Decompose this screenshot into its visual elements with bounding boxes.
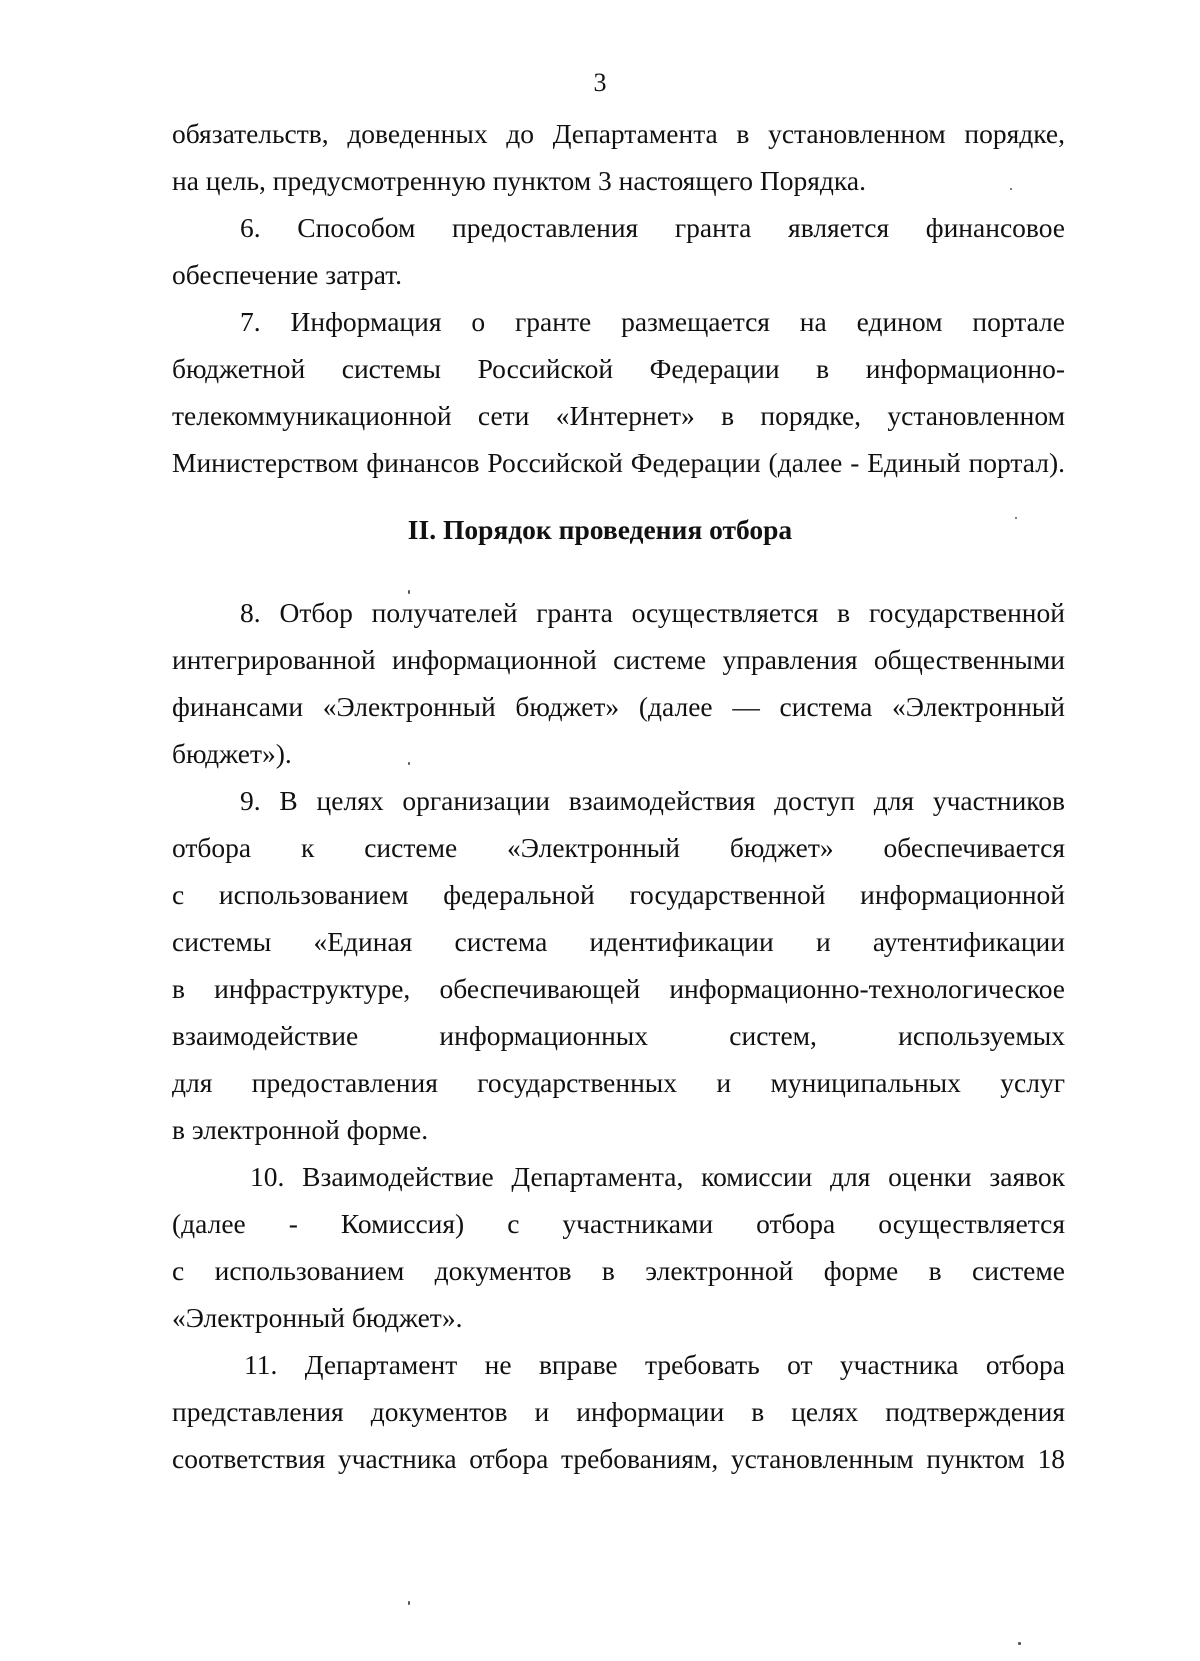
text-line: для предоставления государственных и муниципальных услуг bbox=[172, 1067, 1065, 1098]
scan-speck bbox=[408, 1601, 410, 1605]
text-line: 6. Способом предоставления гранта является финансовое bbox=[240, 212, 1065, 243]
text-line: финансами «Электронный бюджет» (далее — система «Электронный bbox=[172, 691, 1065, 722]
scan-speck bbox=[1010, 188, 1012, 190]
text-line: соответствия участника отбора требованиям, установленным пунктом 18 bbox=[172, 1443, 1065, 1474]
scan-speck bbox=[1015, 517, 1017, 519]
section-heading: II. Порядок проведения отбора bbox=[407, 514, 793, 545]
text-line: обеспечение затрат. bbox=[172, 259, 403, 290]
scan-speck bbox=[408, 590, 410, 594]
text-line: в электронной форме. bbox=[172, 1114, 429, 1145]
text-line: представления документов и информации в целях подтверждения bbox=[172, 1396, 1065, 1427]
text-line: «Электронный бюджет». bbox=[172, 1302, 463, 1333]
text-line: с использованием федеральной государственной информационной bbox=[172, 879, 1065, 910]
text-line: бюджетной системы Российской Федерации в информационно- bbox=[172, 353, 1065, 384]
text-line: отбора к системе «Электронный бюджет» обеспечивается bbox=[172, 832, 1065, 863]
text-line: 7. Информация о гранте размещается на едином портале bbox=[240, 306, 1065, 337]
text-line: на цель, предусмотренную пунктом 3 настоящего Порядка. bbox=[172, 165, 866, 196]
scan-speck bbox=[408, 762, 410, 765]
text-line: 9. В целях организации взаимодействия доступ для участников bbox=[240, 785, 1065, 816]
text-line: системы «Единая система идентификации и аутентификации bbox=[172, 926, 1065, 957]
text-line: телекоммуникационной сети «Интернет» в порядке, установленном bbox=[172, 400, 1065, 431]
text-line: с использованием документов в электронной форме в системе bbox=[172, 1255, 1065, 1286]
text-line: 8. Отбор получателей гранта осуществляется в государственной bbox=[240, 597, 1065, 628]
text-line: 10. Взаимодействие Департамента, комиссии для оценки заявок bbox=[250, 1161, 1065, 1192]
text-line: в инфраструктуре, обеспечивающей информационно-технологическое bbox=[172, 973, 1065, 1004]
text-line: Министерством финансов Российской Федерации (далее - Единый портал). bbox=[172, 447, 1065, 478]
text-line: (далее - Комиссия) с участниками отбора осуществляется bbox=[172, 1208, 1065, 1239]
text-line: обязательств, доведенных до Департамента в установленном порядке, bbox=[172, 118, 1065, 149]
text-line: взаимодействие информационных систем, используемых bbox=[172, 1020, 1065, 1051]
text-line: бюджет»). bbox=[172, 738, 292, 769]
text-line: интегрированной информационной системе управления общественными bbox=[172, 644, 1065, 675]
page-number: 3 bbox=[593, 68, 607, 97]
text-line: 11. Департамент не вправе требовать от участника отбора bbox=[244, 1349, 1065, 1380]
scan-speck bbox=[1018, 1642, 1021, 1645]
